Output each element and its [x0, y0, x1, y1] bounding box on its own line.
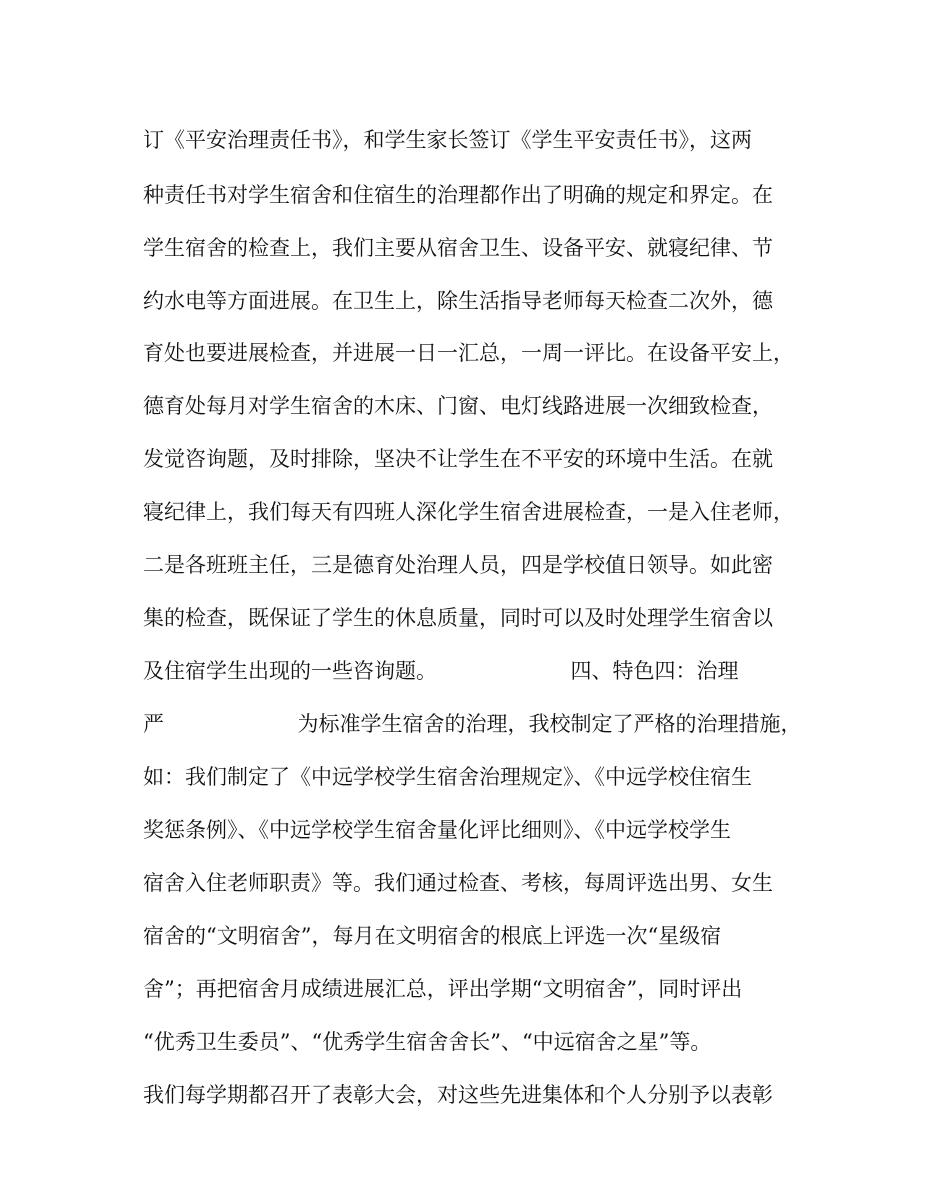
- text-line: 奖惩条例》、《中远学校学生宿舍量化评比细则》、《中远学校学生: [143, 818, 731, 842]
- text-line: 学生宿舍的检查上，我们主要从宿舍卫生、设备平安、就寝纪律、节: [143, 236, 773, 260]
- text-line: 宿舍入住老师职责》等。我们通过检查、考核，每周评选出男、女生: [143, 871, 773, 895]
- text-line: 集的检查，既保证了学生的休息质量，同时可以及时处理学生宿舍以: [143, 606, 773, 630]
- text-line: 育处也要进展检查，并进展一日一汇总，一周一评比。在设备平安上，: [143, 341, 794, 365]
- text-line: 宿舍的“文明宿舍”，每月在文明宿舍的根底上评选一次“星级宿: [143, 924, 722, 948]
- text-line: 舍”；再把宿舍月成绩进展汇总，评出学期“文明宿舍”，同时评出: [143, 977, 743, 1001]
- text-line: 二是各班班主任，三是德育处治理人员，四是学校值日领导。如此密: [143, 553, 773, 577]
- text-line: “优秀卫生委员”、“优秀学生宿舍舍长”、“中远宿舍之星”等。: [143, 1030, 712, 1054]
- text-line: 种责任书对学生宿舍和住宿生的治理都作出了明确的规定和界定。在: [143, 183, 773, 207]
- text-line: 发觉咨询题，及时排除，坚决不让学生在不平安的环境中生活。在就: [143, 447, 773, 471]
- text-line: 严 为标准学生宿舍的治理，我校制定了严格的治理措施，: [143, 712, 802, 736]
- text-line: 订《平安治理责任书》，和学生家长签订《学生平安责任书》，这两: [143, 128, 752, 152]
- text-line: 寝纪律上，我们每天有四班人深化学生宿舍进展检查，一是入住老师，: [143, 500, 794, 524]
- text-line: 德育处每月对学生宿舍的木床、门窗、电灯线路进展一次细致检查，: [143, 394, 773, 418]
- text-line: 我们每学期都召开了表彰大会，对这些先进集体和个人分别予以表彰: [143, 1083, 773, 1107]
- text-line: 约水电等方面进展。在卫生上，除生活指导老师每天检查二次外，德: [143, 289, 773, 313]
- text-line: 及住宿学生出现的一些咨询题。 四、特色四：治理: [143, 659, 739, 683]
- text-line: 如：我们制定了《中远学校学生宿舍治理规定》、《中远学校住宿生: [143, 765, 752, 789]
